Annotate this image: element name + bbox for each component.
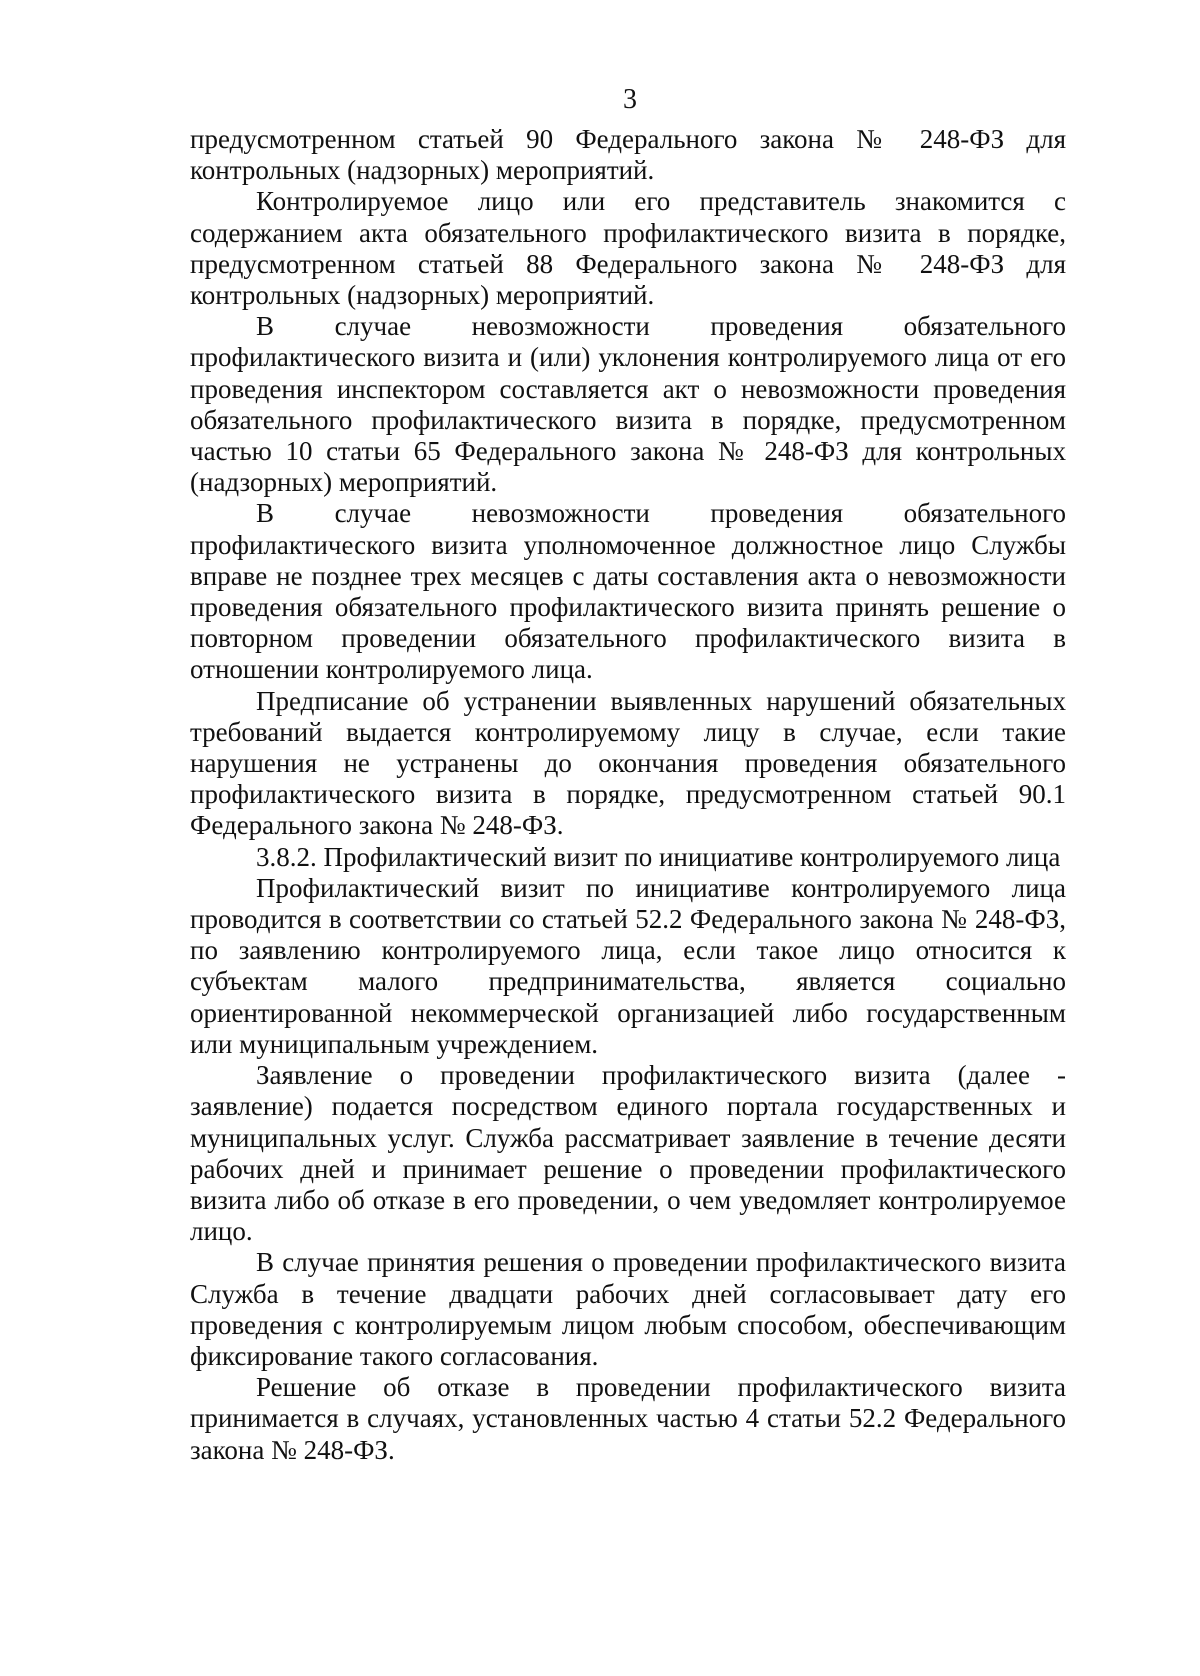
paragraph-initiative-visit: Профилактический визит по инициативе контролируемого лица проводится в соответствии со статьей 52.2 Федерального закона № 248-ФЗ, по заявлению контролируемого лица, если такое лицо относится к субъектам малого предпринимательства, является социально ориентированной некоммерческой организацией либо государственным или муниципальным учреждением. xyxy=(190,872,1066,1059)
paragraph-continuation: предусмотренном статьей 90 Федерального закона № 248-ФЗ для контрольных (надзорных) мероприятий. xyxy=(190,124,1066,186)
page-number: 3 xyxy=(623,84,637,115)
paragraph-application: Заявление о проведении профилактического визита (далее - заявление) подается посредством единого портала государственных и муниципальных услуг. Служба рассматривает заявление в течение десяти рабочих дней и принимает решение о проведении профилактического визита либо об отказе в его проведении, о чем уведомляет контролируемое лицо. xyxy=(190,1060,1066,1247)
paragraph-refusal: Решение об отказе в проведении профилактического визита принимается в случаях, установленных частью 4 статьи 52.2 Федерального закона № 248-ФЗ. xyxy=(190,1372,1066,1465)
paragraph-prescription: Предписание об устранении выявленных нарушений обязательных требований выдается контролируемому лицу в случае, если такие нарушения не устранены до окончания проведения обязательного профилактического визита в порядке, предусмотренном статьей 90.1 Федерального закона № 248-ФЗ. xyxy=(190,685,1066,841)
document-body xyxy=(190,124,1066,1466)
paragraph-impossibility-act: В случае невозможности проведения обязательного профилактического визита и (или) уклонения контролируемого лица от его проведения инспектором составляется акт о невозможности проведения обязательного профилактического визита в порядке, предусмотренном частью 10 статьи 65 Федерального закона № 248-ФЗ для контрольных (надзорных) мероприятий. xyxy=(190,311,1066,498)
section-heading-3-8-2: 3.8.2. Профилактический визит по инициативе контролируемого лица xyxy=(256,841,1061,872)
paragraph-date-agreement: В случае принятия решения о проведении профилактического визита Служба в течение двадцати рабочих дней согласовывает дату его проведения с контролируемым лицом любым способом, обеспечивающим фиксирование такого согласования. xyxy=(190,1247,1066,1371)
paragraph-act-familiarization: Контролируемое лицо или его представитель знакомится с содержанием акта обязательного профилактического визита в порядке, предусмотренном статьей 88 Федерального закона № 248-ФЗ для контрольных (надзорных) мероприятий. xyxy=(190,186,1066,311)
paragraph-repeat-visit: В случае невозможности проведения обязательного профилактического визита уполномоченное должностное лицо Службы вправе не позднее трех месяцев с даты составления акта о невозможности проведения обязательного профилактического визита принять решение о повторном проведении обязательного профилактического визита в отношении контролируемого лица. xyxy=(190,498,1066,685)
